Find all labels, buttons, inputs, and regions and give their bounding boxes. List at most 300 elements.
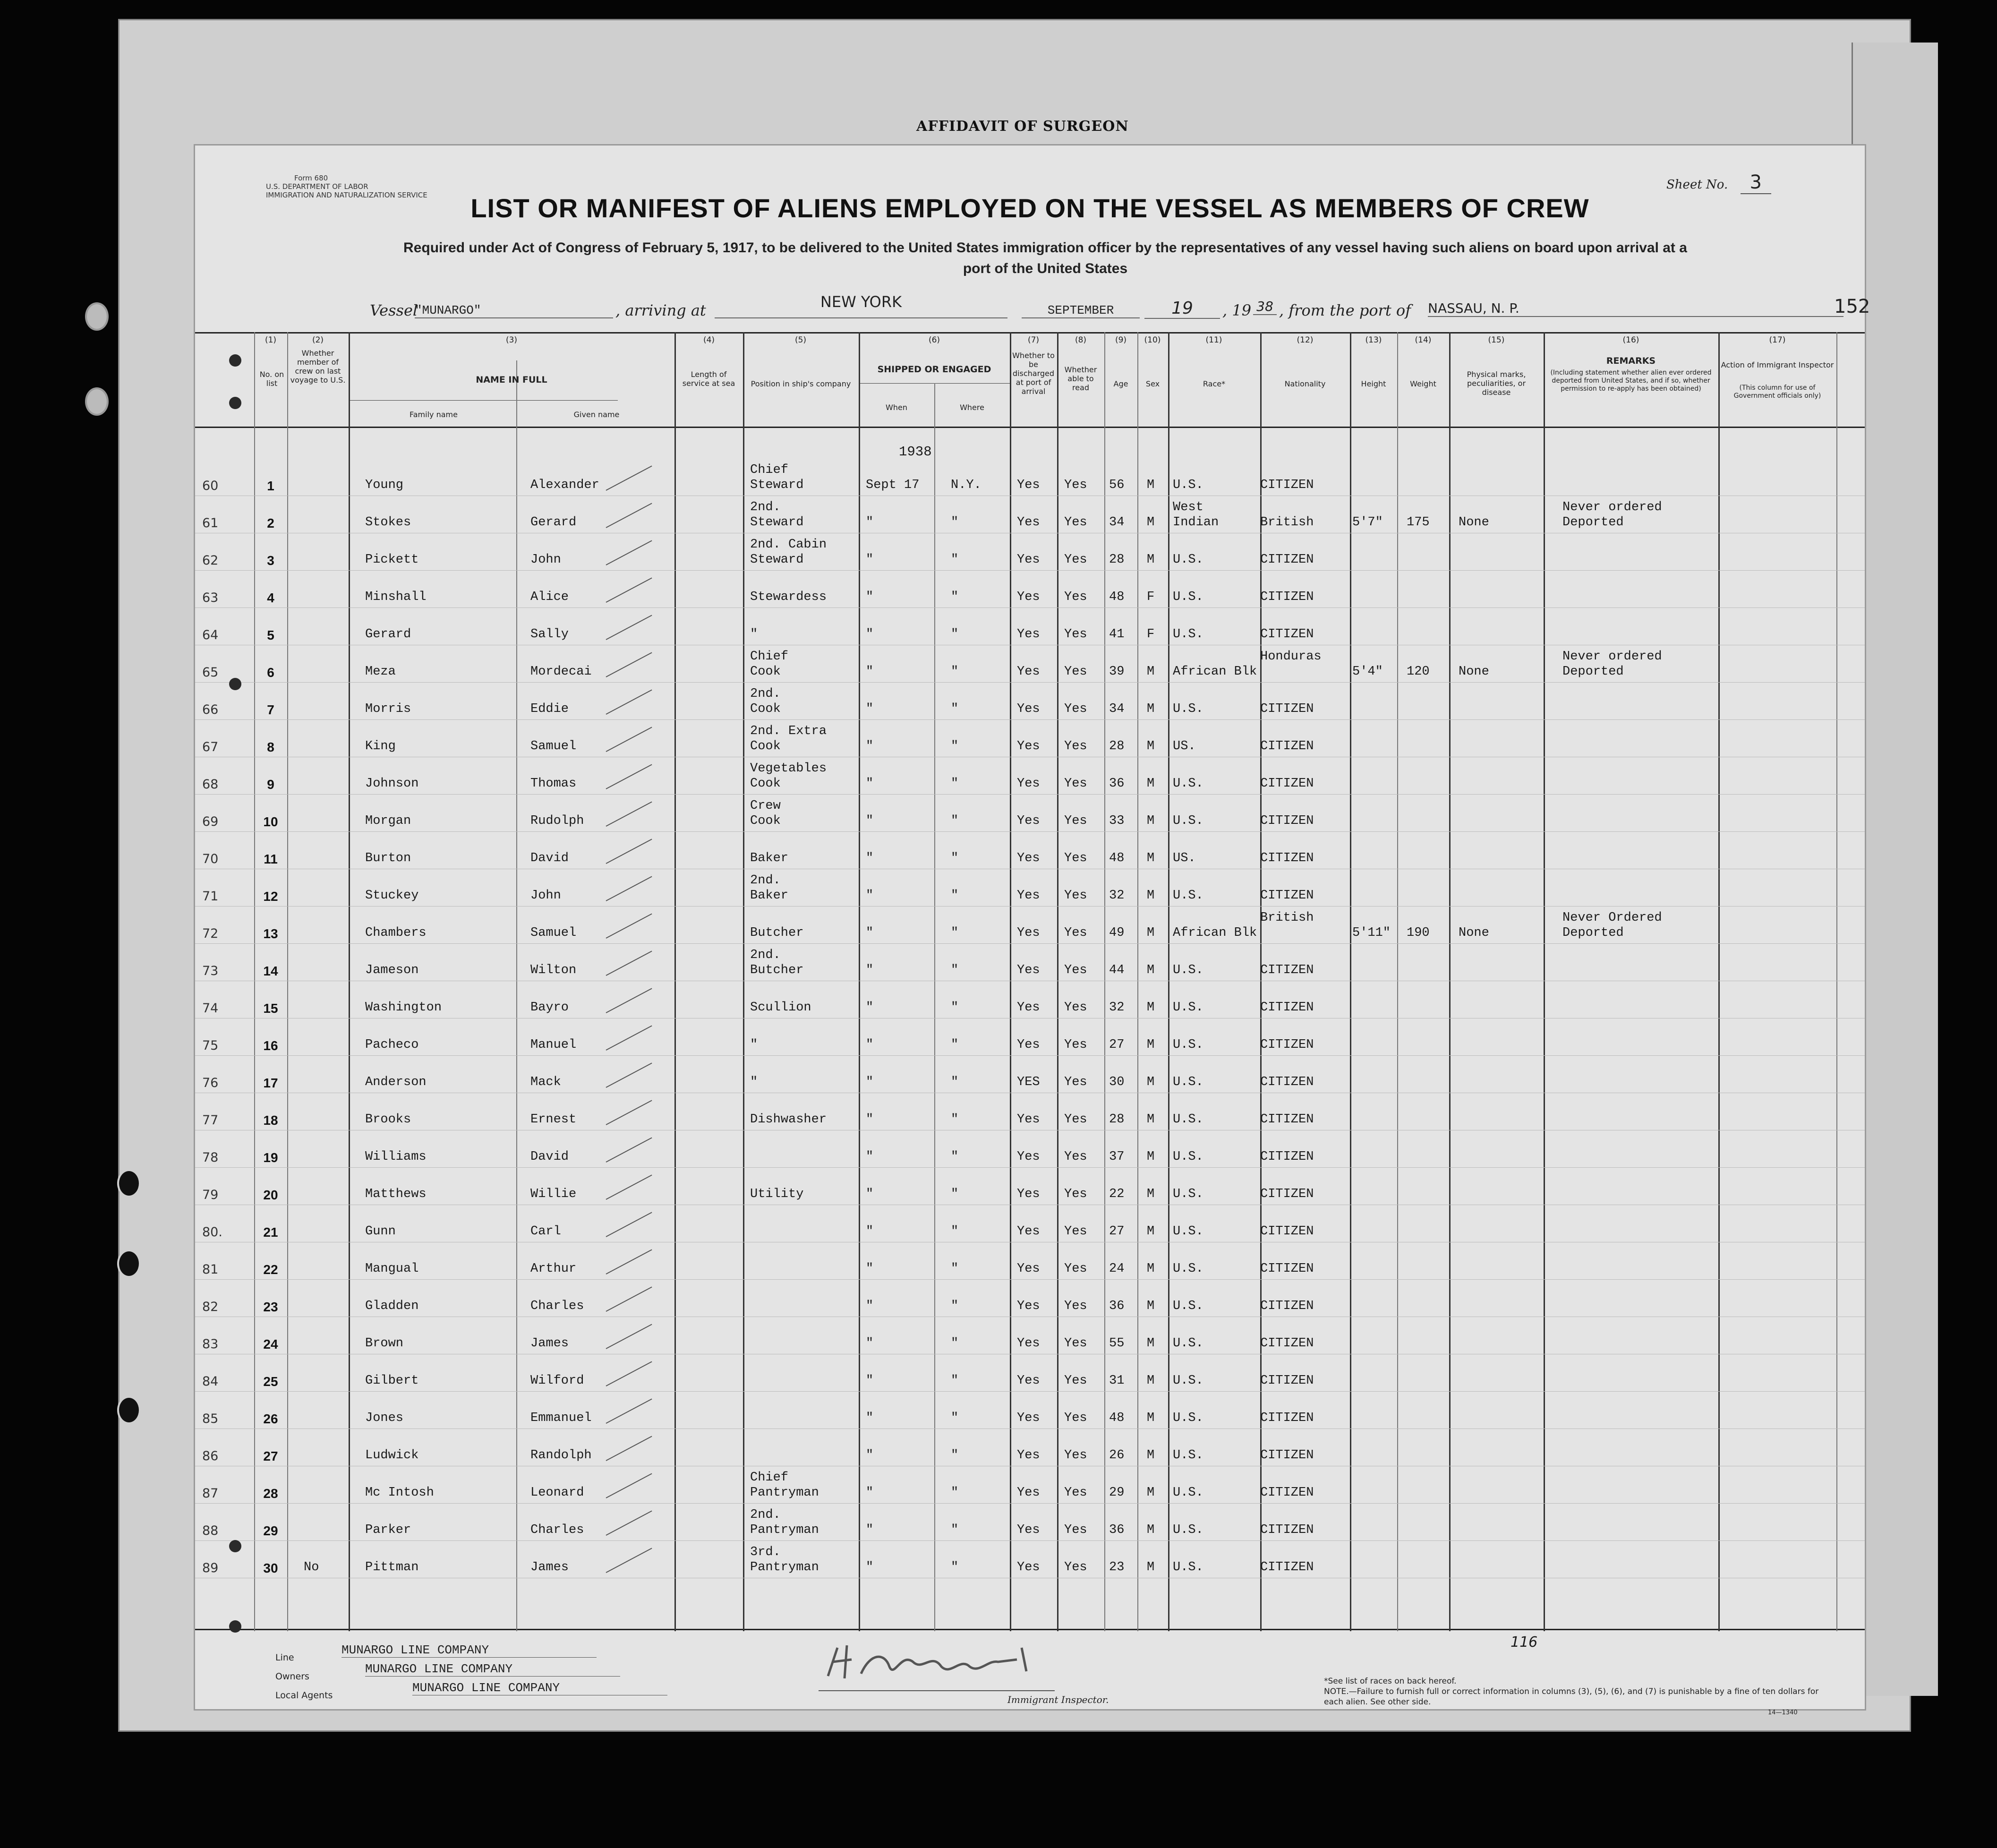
- col-5-number: (5): [794, 335, 807, 345]
- punch-hole: [229, 678, 241, 690]
- able-to-read: Yes: [1064, 702, 1087, 716]
- sex: M: [1147, 777, 1155, 791]
- given-name: Willie: [530, 1187, 577, 1201]
- sex: M: [1147, 1486, 1155, 1500]
- shipped-when: ": [866, 590, 874, 604]
- position: ": [750, 627, 758, 642]
- given-name: Carl: [530, 1224, 561, 1239]
- age: 23: [1109, 1560, 1125, 1574]
- row-rule: [195, 682, 1865, 683]
- discharged: Yes: [1017, 1560, 1040, 1574]
- discharged: YES: [1017, 1075, 1040, 1089]
- col-rule: [674, 332, 676, 1631]
- arrival-day: 19: [1144, 299, 1220, 319]
- given-name: Wilton: [530, 963, 577, 977]
- position-line-1: 2nd. Extra: [750, 724, 827, 738]
- row-lead-number: 65: [202, 665, 219, 680]
- shipped-when: ": [866, 1001, 874, 1015]
- row-lead-number: 67: [202, 740, 219, 754]
- list-number: 28: [263, 1486, 278, 1501]
- shipped-when: ": [866, 1112, 874, 1127]
- discharged: Yes: [1017, 1448, 1040, 1463]
- col-15-heading: Physical marks, peculiarities, or disease: [1467, 370, 1526, 397]
- discharged: Yes: [1017, 777, 1040, 791]
- check-mark: [606, 652, 652, 677]
- row-lead-number: 63: [202, 590, 219, 605]
- position: ": [750, 1075, 758, 1089]
- sex: M: [1147, 1448, 1155, 1463]
- row-lead-number: 81: [202, 1262, 219, 1277]
- discharged: Yes: [1017, 1224, 1040, 1239]
- affidavit-header: AFFIDAVIT OF SURGEON: [916, 118, 1129, 135]
- subtitle-line-1: Required under Act of Congress of February 5, 1917, to be delivered to the United States immigration officer by the representatives of any vessel having such aliens on board upon arrival at a: [403, 240, 1687, 256]
- position: Cook: [750, 665, 781, 679]
- race: U.S.: [1173, 1336, 1203, 1351]
- family-name: Gunn: [365, 1224, 396, 1239]
- position: Cook: [750, 702, 781, 716]
- row-rule: [195, 607, 1865, 608]
- family-name: Johnson: [365, 777, 419, 791]
- discharged: Yes: [1017, 851, 1040, 865]
- col-rule: [1718, 332, 1720, 1631]
- row-lead-number: 74: [202, 1001, 219, 1016]
- shipped-where: ": [951, 889, 959, 903]
- able-to-read: Yes: [1064, 963, 1087, 977]
- row-rule: [195, 570, 1865, 571]
- nationality: CITIZEN: [1260, 814, 1314, 828]
- check-mark: [606, 465, 652, 490]
- col-rule: [1057, 332, 1058, 1631]
- col-1-heading: No. on list: [259, 370, 284, 388]
- shipped-where: ": [951, 590, 959, 604]
- age: 33: [1109, 814, 1125, 828]
- check-mark: [606, 503, 652, 528]
- family-name: Morgan: [365, 814, 411, 828]
- height: 5'4": [1352, 665, 1383, 679]
- list-number: 27: [263, 1449, 278, 1463]
- race: African Blk: [1173, 665, 1257, 679]
- col-10-number: (10): [1144, 335, 1161, 345]
- col-6-when-heading: When: [886, 403, 907, 412]
- list-number: 12: [263, 889, 278, 904]
- col-16-heading: REMARKS: [1606, 356, 1656, 366]
- shipped-where: ": [951, 1411, 959, 1425]
- sex: M: [1147, 1411, 1155, 1425]
- col-rule: [1397, 332, 1398, 1631]
- shipped-where: ": [951, 851, 959, 865]
- sex: M: [1147, 515, 1155, 530]
- position-line-1: 2nd.: [750, 687, 781, 701]
- given-name: Leonard: [530, 1486, 584, 1500]
- col-17-heading: Action of Immigrant Inspector: [1721, 360, 1834, 369]
- able-to-read: Yes: [1064, 926, 1087, 940]
- page-number: 152: [1834, 296, 1870, 317]
- col-rule: [1010, 332, 1011, 1631]
- nationality: CITIZEN: [1260, 739, 1314, 753]
- row-lead-number: 69: [202, 814, 219, 829]
- col-16-number: (16): [1622, 335, 1639, 345]
- page-subtitle: [266, 238, 1825, 279]
- check-mark: [606, 801, 652, 826]
- race: U.S.: [1173, 478, 1203, 492]
- remarks: Deported: [1562, 515, 1624, 530]
- check-mark: [606, 1361, 652, 1386]
- binder-hole: [117, 1396, 141, 1424]
- row-lead-number: 61: [202, 516, 219, 530]
- sex: M: [1147, 1038, 1155, 1052]
- col-3-heading: NAME IN FULL: [476, 375, 547, 385]
- position: Steward: [750, 478, 804, 492]
- family-name: King: [365, 739, 396, 753]
- row-lead-number: 87: [202, 1486, 219, 1501]
- able-to-read: Yes: [1064, 851, 1087, 865]
- position-line-1: Chief: [750, 463, 789, 477]
- shipped-when: ": [866, 1150, 874, 1164]
- discharged: Yes: [1017, 1001, 1040, 1015]
- col-rule: [1168, 332, 1169, 1631]
- shipped-when: ": [866, 963, 874, 977]
- sex: M: [1147, 478, 1155, 492]
- row-lead-number: 77: [202, 1113, 219, 1128]
- col-14-number: (14): [1415, 335, 1432, 345]
- age: 39: [1109, 665, 1125, 679]
- sex: M: [1147, 1523, 1155, 1537]
- shipped-when: ": [866, 1486, 874, 1500]
- sex: M: [1147, 1075, 1155, 1089]
- given-name: Sally: [530, 627, 569, 642]
- age: 41: [1109, 627, 1125, 642]
- age: 27: [1109, 1224, 1125, 1239]
- form-service: IMMIGRATION AND NATURALIZATION SERVICE: [266, 191, 427, 199]
- nationality: CITIZEN: [1260, 478, 1314, 492]
- position-line-1: Chief: [750, 1471, 789, 1485]
- list-number: 14: [263, 964, 278, 978]
- age: 31: [1109, 1374, 1125, 1388]
- able-to-read: Yes: [1064, 1411, 1087, 1425]
- given-name: Samuel: [530, 926, 577, 940]
- position-line-1: Vegetables: [750, 761, 827, 776]
- given-name: Rudolph: [530, 814, 584, 828]
- manifest-table: [195, 332, 1865, 1631]
- physical-marks: None: [1459, 515, 1489, 530]
- position-line-1: 2nd.: [750, 873, 781, 888]
- shipped-where: ": [951, 1374, 959, 1388]
- shipped-when: ": [866, 1560, 874, 1574]
- given-name: Wilford: [530, 1374, 584, 1388]
- col-2-number: (2): [312, 335, 324, 345]
- prior-voyage: No: [304, 1560, 319, 1574]
- family-name: Williams: [365, 1150, 427, 1164]
- family-name: Mc Intosh: [365, 1486, 434, 1500]
- shipped-when: ": [866, 1523, 874, 1537]
- able-to-read: Yes: [1064, 777, 1087, 791]
- given-name: Eddie: [530, 702, 569, 716]
- col-7-heading: Whether to be discharged at port of arrival: [1012, 351, 1055, 396]
- remarks-line-1: Never Ordered: [1562, 911, 1662, 925]
- discharged: Yes: [1017, 926, 1040, 940]
- shipped-when: ": [866, 739, 874, 753]
- race: U.S.: [1173, 777, 1203, 791]
- list-number: 30: [263, 1561, 278, 1575]
- position: Pantryman: [750, 1560, 819, 1574]
- height: 5'11": [1352, 926, 1391, 940]
- age: 55: [1109, 1336, 1125, 1351]
- position: Stewardess: [750, 590, 827, 604]
- age: 56: [1109, 478, 1125, 492]
- row-lead-number: 75: [202, 1038, 219, 1053]
- race: US.: [1173, 739, 1196, 753]
- given-name: Randolph: [530, 1448, 592, 1463]
- race: African Blk: [1173, 926, 1257, 940]
- age: 29: [1109, 1486, 1125, 1500]
- race: U.S.: [1173, 963, 1203, 977]
- row-lead-number: 64: [202, 628, 219, 642]
- shipped-when: ": [866, 665, 874, 679]
- list-number: 21: [263, 1225, 278, 1240]
- able-to-read: Yes: [1064, 1374, 1087, 1388]
- able-to-read: Yes: [1064, 1150, 1087, 1164]
- shipped-where: ": [951, 1187, 959, 1201]
- given-name: James: [530, 1560, 569, 1574]
- col-4-number: (4): [703, 335, 715, 345]
- race: U.S.: [1173, 1038, 1203, 1052]
- list-number: 8: [267, 740, 274, 754]
- able-to-read: Yes: [1064, 1336, 1087, 1351]
- discharged: Yes: [1017, 1150, 1040, 1164]
- able-to-read: Yes: [1064, 1448, 1087, 1463]
- age: 26: [1109, 1448, 1125, 1463]
- family-name: Minshall: [365, 590, 427, 604]
- position: Pantryman: [750, 1486, 819, 1500]
- sex: F: [1147, 590, 1155, 604]
- manifest-sheet: [194, 144, 1870, 1716]
- col-12-heading: Nationality: [1284, 379, 1326, 388]
- col-3-family-heading: Family name: [410, 410, 458, 419]
- shipped-when: ": [866, 1336, 874, 1351]
- col-9-number: (9): [1115, 335, 1127, 345]
- family-name: Pacheco: [365, 1038, 419, 1052]
- able-to-read: Yes: [1064, 1262, 1087, 1276]
- list-number: 22: [263, 1262, 278, 1277]
- row-lead-number: 71: [202, 889, 219, 904]
- from-label: , from the port of: [1279, 301, 1411, 319]
- row-lead-number: 86: [202, 1449, 219, 1463]
- race: U.S.: [1173, 627, 1203, 642]
- check-mark: [606, 1174, 652, 1199]
- row-rule: [195, 1540, 1865, 1541]
- arriving-label: , arriving at: [615, 301, 706, 319]
- remarks: Deported: [1562, 665, 1624, 679]
- nationality: CITIZEN: [1260, 1411, 1314, 1425]
- shipped-where: ": [951, 1336, 959, 1351]
- given-name: Ernest: [530, 1112, 577, 1127]
- list-number: 16: [263, 1038, 278, 1053]
- shipped-when: ": [866, 926, 874, 940]
- row-rule: [195, 1167, 1865, 1168]
- family-name: Jones: [365, 1411, 404, 1425]
- race: U.S.: [1173, 702, 1203, 716]
- col-11-number: (11): [1205, 335, 1222, 345]
- age: 48: [1109, 1411, 1125, 1425]
- check-mark: [606, 1137, 652, 1162]
- age: 27: [1109, 1038, 1125, 1052]
- physical-marks: None: [1459, 926, 1489, 940]
- col-12-number: (12): [1297, 335, 1314, 345]
- check-mark: [606, 1249, 652, 1274]
- shipped-when: ": [866, 1299, 874, 1313]
- check-mark: [606, 950, 652, 975]
- shipped-when: ": [866, 777, 874, 791]
- check-mark: [606, 1324, 652, 1349]
- row-lead-number: 78: [202, 1150, 219, 1165]
- shipped-where: ": [951, 702, 959, 716]
- nationality: CITIZEN: [1260, 1486, 1314, 1500]
- position: Cook: [750, 739, 781, 753]
- position: Pantryman: [750, 1523, 819, 1537]
- col-17-subheading: (This column for use of Government officials only): [1733, 384, 1821, 400]
- discharged: Yes: [1017, 1336, 1040, 1351]
- row-lead-number: 62: [202, 553, 219, 568]
- list-number: 11: [264, 852, 278, 866]
- position: Butcher: [750, 963, 804, 977]
- col-rule: [516, 360, 517, 1631]
- given-name: Alice: [530, 590, 569, 604]
- col-7-number: (7): [1027, 335, 1040, 345]
- remarks: Deported: [1562, 926, 1624, 940]
- age: 24: [1109, 1262, 1125, 1276]
- nationality: CITIZEN: [1260, 1336, 1314, 1351]
- nationality: CITIZEN: [1260, 851, 1314, 865]
- form-department: U.S. DEPARTMENT OF LABOR: [266, 182, 368, 191]
- col-17-number: (17): [1769, 335, 1786, 345]
- age: 48: [1109, 851, 1125, 865]
- nationality: CITIZEN: [1260, 1187, 1314, 1201]
- race: U.S.: [1173, 889, 1203, 903]
- inspector-signature: [819, 1634, 1055, 1685]
- discharged: Yes: [1017, 1038, 1040, 1052]
- able-to-read: Yes: [1064, 1486, 1087, 1500]
- shipped-where: ": [951, 1150, 959, 1164]
- row-rule: [195, 1391, 1865, 1392]
- check-mark: [606, 876, 652, 901]
- race: U.S.: [1173, 1448, 1203, 1463]
- row-lead-number: 79: [202, 1188, 219, 1202]
- shipped-when: ": [866, 1374, 874, 1388]
- list-number: 24: [263, 1337, 278, 1352]
- position: Utility: [750, 1187, 804, 1201]
- position: Baker: [750, 889, 789, 903]
- row-rule: [195, 831, 1865, 832]
- sex: M: [1147, 553, 1155, 567]
- shipped-where: ": [951, 1523, 959, 1537]
- family-name: Gilbert: [365, 1374, 419, 1388]
- sex: M: [1147, 1112, 1155, 1127]
- shipped-where: ": [951, 963, 959, 977]
- race: U.S.: [1173, 1560, 1203, 1574]
- vessel-name: "MUNARGO": [415, 303, 613, 318]
- col-5-heading: Position in ship's company: [751, 379, 851, 388]
- sheet-number-value: 3: [1741, 171, 1771, 194]
- family-name: Mangual: [365, 1262, 419, 1276]
- vessel-line: [370, 293, 1848, 325]
- family-name: Matthews: [365, 1187, 427, 1201]
- nationality: CITIZEN: [1260, 1299, 1314, 1313]
- col-1-number: (1): [265, 335, 277, 345]
- given-name: Mordecai: [530, 665, 592, 679]
- able-to-read: Yes: [1064, 1075, 1087, 1089]
- shipped-when: ": [866, 1411, 874, 1425]
- row-lead-number: 60: [202, 479, 219, 493]
- col-10-heading: Sex: [1145, 379, 1160, 388]
- row-lead-number: 88: [202, 1523, 219, 1538]
- local-agents-label: Local Agents: [275, 1690, 333, 1701]
- race: U.S.: [1173, 1112, 1203, 1127]
- punch-hole: [229, 397, 241, 409]
- age: 36: [1109, 777, 1125, 791]
- shipped-when: Sept 17: [866, 478, 920, 492]
- list-number: 23: [263, 1300, 278, 1314]
- race: U.S.: [1173, 1299, 1203, 1313]
- nationality: CITIZEN: [1260, 553, 1314, 567]
- punch-hole: [229, 1620, 241, 1633]
- list-number: 13: [263, 926, 278, 941]
- check-mark: [606, 689, 652, 714]
- line-label: Line: [275, 1652, 294, 1663]
- col-11-heading: Race*: [1203, 379, 1226, 388]
- discharged: Yes: [1017, 1262, 1040, 1276]
- shipped-when: ": [866, 1448, 874, 1463]
- position: Dishwasher: [750, 1112, 827, 1127]
- shipped-where: ": [951, 1038, 959, 1052]
- header-bottom-rule: [195, 427, 1865, 428]
- given-name: John: [530, 553, 561, 567]
- nationality: CITIZEN: [1260, 1560, 1314, 1574]
- row-rule: [195, 794, 1865, 795]
- age: 28: [1109, 1112, 1125, 1127]
- arrival-year: 38: [1253, 299, 1277, 315]
- discharged: Yes: [1017, 478, 1040, 492]
- shipped-when: ": [866, 553, 874, 567]
- family-name: Parker: [365, 1523, 411, 1537]
- family-name: Morris: [365, 702, 411, 716]
- from-port: NASSAU, N. P.: [1428, 300, 1843, 317]
- owners-value: MUNARGO LINE COMPANY: [365, 1662, 620, 1677]
- position-line-1: 3rd.: [750, 1545, 781, 1559]
- shipped-when: ": [866, 1262, 874, 1276]
- given-name: Gerard: [530, 515, 577, 530]
- shipped-where: ": [951, 665, 959, 679]
- position: Cook: [750, 814, 781, 828]
- sex: M: [1147, 1150, 1155, 1164]
- given-name: Emmanuel: [530, 1411, 592, 1425]
- given-name: Thomas: [530, 777, 577, 791]
- age: 28: [1109, 553, 1125, 567]
- able-to-read: Yes: [1064, 1523, 1087, 1537]
- discharged: Yes: [1017, 1374, 1040, 1388]
- row-rule: [195, 1279, 1865, 1280]
- list-number: 19: [263, 1150, 278, 1165]
- discharged: Yes: [1017, 553, 1040, 567]
- check-mark: [606, 1286, 652, 1311]
- row-rule: [195, 906, 1865, 907]
- discharged: Yes: [1017, 1299, 1040, 1313]
- col-rule: [1137, 332, 1138, 1631]
- family-name: Stuckey: [365, 889, 419, 903]
- form-number: Form 680: [294, 174, 328, 182]
- weight: 175: [1407, 515, 1430, 530]
- check-mark: [606, 764, 652, 789]
- shipped-where: ": [951, 1001, 959, 1015]
